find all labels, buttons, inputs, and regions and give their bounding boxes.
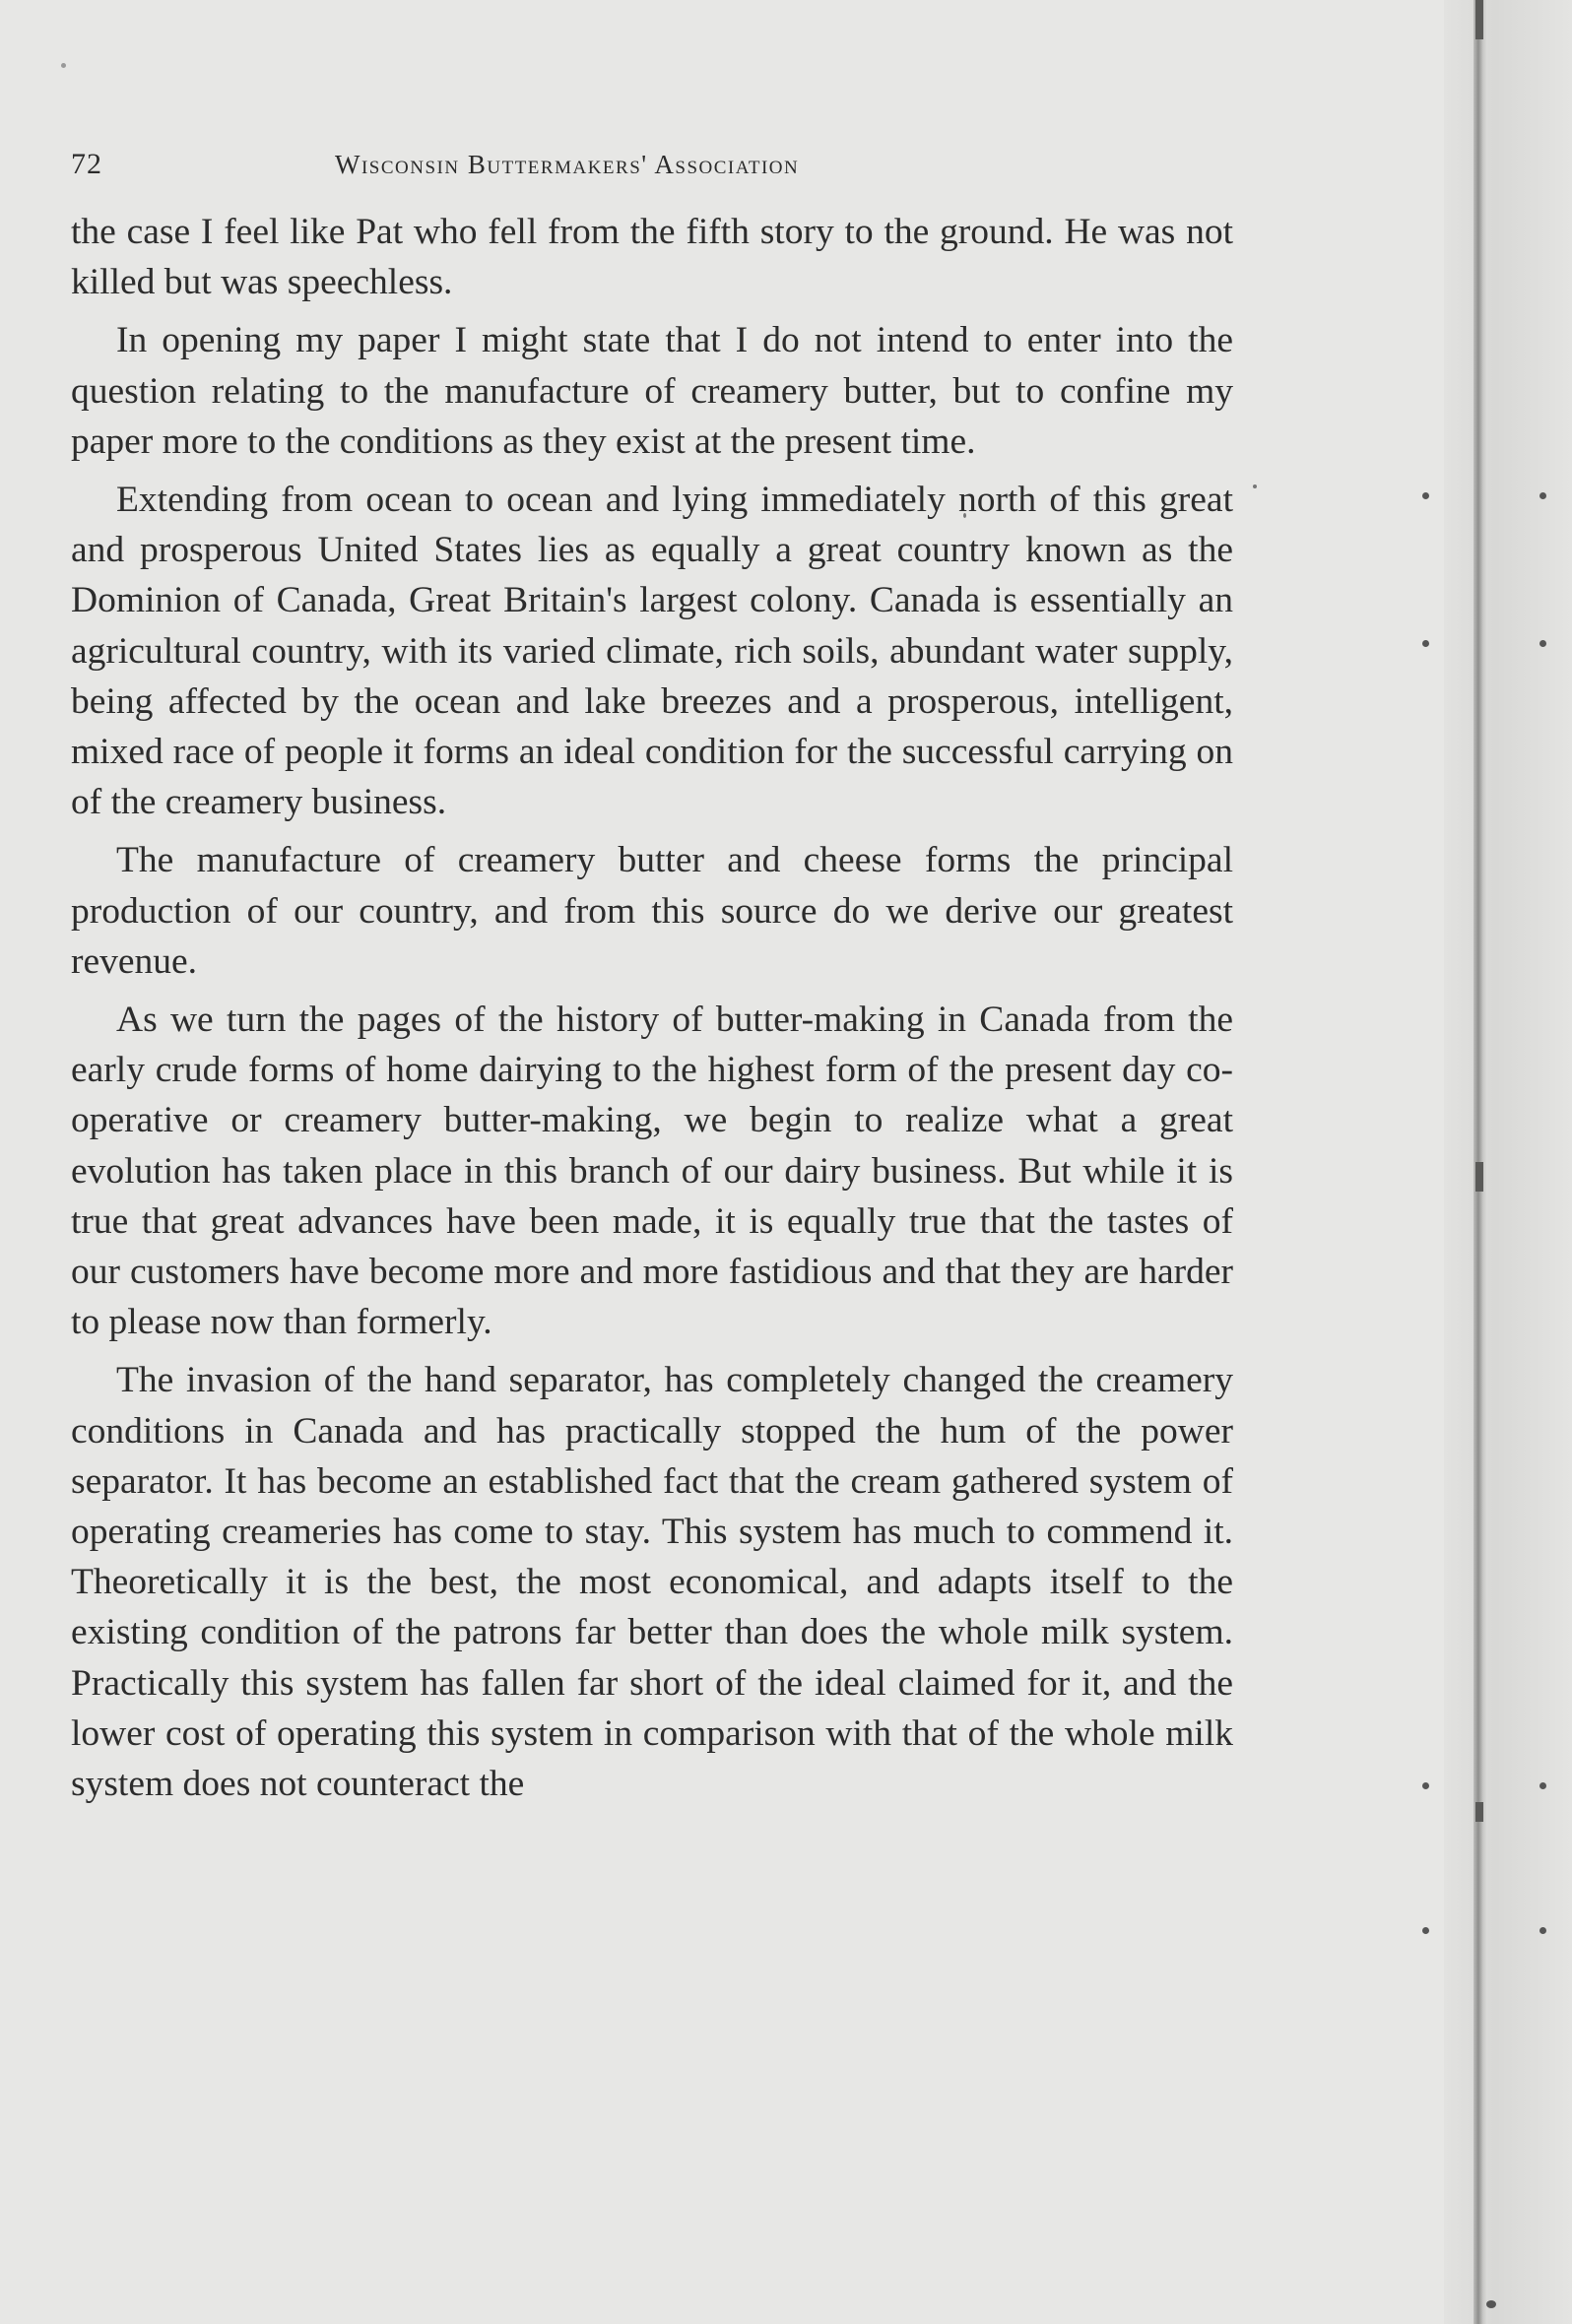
paragraph: The manufacture of creamery butter and cheese forms the principal production of our country, and from this source do we derive our greatest revenue. bbox=[71, 840, 1233, 982]
page-number: 72 bbox=[71, 148, 102, 180]
binding-hole bbox=[1539, 640, 1546, 647]
page-header bbox=[71, 148, 1233, 187]
binding-hole bbox=[1422, 1782, 1429, 1789]
binding-hole bbox=[1486, 2300, 1496, 2308]
page-gutter bbox=[1444, 0, 1572, 2324]
paragraph: The invasion of the hand separator, has completely changed the creamery conditions in Canada and has practically stopped the hum of the power separator. It has become an established fact that the cream gathered system of operating creameries has come to stay. This system has much to commend it. Theoretically it is the best, the most economical, and adapts itself to the existing condition of the patrons far better than does the whole milk system. Practically this system has fallen far short of the ideal claimed for it, and the lower cost of operating this system in comparison with that of the whole milk system does not counteract the bbox=[71, 1360, 1233, 1805]
running-head: Wisconsin Buttermakers' Association bbox=[335, 150, 800, 179]
paragraph: the case I feel like Pat who fell from the fifth story to the ground. He was not killed but was speechless. bbox=[71, 212, 1233, 303]
binding-mark bbox=[1475, 1802, 1483, 1822]
binding-hole bbox=[1539, 1782, 1546, 1789]
body-text bbox=[71, 207, 1233, 1809]
binding-mark bbox=[1475, 1162, 1483, 1192]
paper-speck bbox=[1253, 484, 1257, 488]
binding-hole bbox=[1539, 492, 1546, 499]
binding-hole bbox=[1422, 640, 1429, 647]
paragraph: Extending from ocean to ocean and lying immediately north of this great and prosperous United States lies as equally a great country known as the Dominion of Canada, Great Britain's largest colony. Canada is essentially an agricultural country, with its varied climate, rich soils, abundant water supply, being affected by the ocean and lake breezes and a prosperous, intelligent, mixed race of people it forms an ideal condition for the successful carrying on of the creamery business. bbox=[71, 480, 1233, 823]
paper-speck bbox=[61, 63, 66, 68]
paragraph: As we turn the pages of the history of butter-making in Canada from the early crude forms of home dairying to the highest form of the present day co-operative or creamery butter-making, we begin to realize what a great evolution has taken place in this branch of our dairy business. But while it is true that great advances have been made, it is equally true that the tastes of our customers have become more and more fastidious and that they are harder to please now than formerly. bbox=[71, 1000, 1233, 1343]
binding-hole bbox=[1539, 1927, 1546, 1934]
paragraph: In opening my paper I might state that I do not intend to enter into the question relating to the manufacture of creamery butter, but to confine my paper more to the conditions as they exist at the present time. bbox=[71, 320, 1233, 462]
binding-mark bbox=[1475, 0, 1483, 39]
binding-hole bbox=[1422, 492, 1429, 499]
binding-hole bbox=[1422, 1927, 1429, 1934]
